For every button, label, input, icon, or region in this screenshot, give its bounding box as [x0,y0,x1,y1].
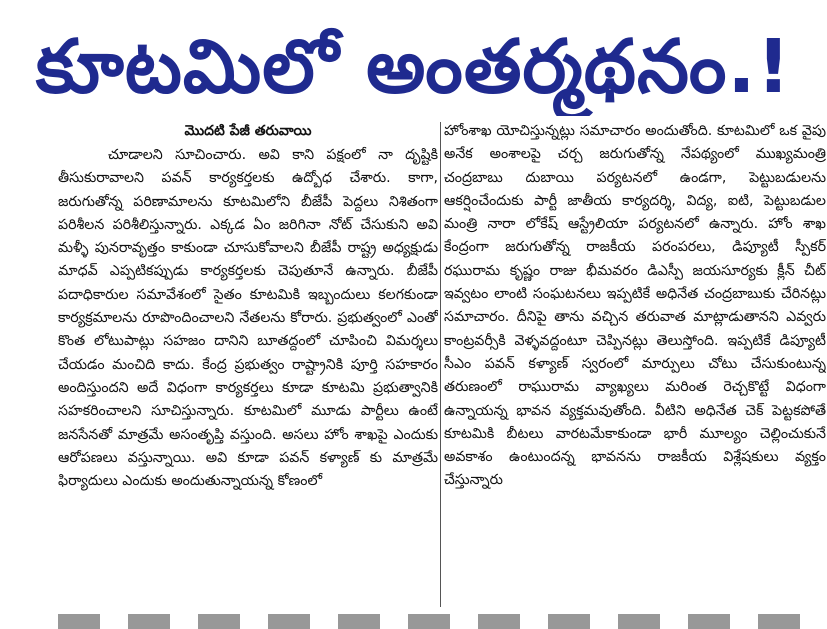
cut-off-next-line [58,614,827,629]
article-text-left: చూడాలని సూచించారు. అవి కాని పక్షంలో నా దృష్టికి తీసుకురావాలని పవన్ కార్యకర్తలకు ఉద్బోధ చేశారు. కాగా, జరుగుతోన్న పరిణామాలను కూటమిలోని బీజేపీ పెద్దలు నిశితంగా పరిశీలన పరిశీలిస్తున్నారు. ఎక్కడ ఏం జరిగినా నోట్ చేసుకుని అవి మళ్ళీ పునరావృత్తం కాకుండా చూసుకోవాలని బీజేపీ రాష్ట్ర అధ్యక్షుడు మాధవ్ ఎప్పటికప్పుడు కార్యకర్తలకు చెపుతూనే ఉన్నారు. బీజేపీ పదాధికారుల సమావేశంలో సైతం కూటమికి ఇబ్బందులు కలగకుండా కార్యక్రమాలను రూపొందించాలని నేతలను కోరారు. ప్రభుత్వంలో ఎంతో కొంత లోటుపాట్లు సహజం దానిని బూతద్దంలో చూపించి విమర్శలు చేయడం మంచిది కాదు. కేంద్ర ప్రభుత్వం రాష్ట్రానికి పూర్తి సహకారం అందిస్తుందని అదే విధంగా కార్యకర్తలు కూడా కూటమి ప్రభుత్వానికి సహకరించాలని సూచిస్తున్నారు. కూటమిలో మూడు పార్టీలు ఉంటే జనసేనతో మాత్రమే అసంతృప్తి వస్తుంది. అసలు హోం శాఖపై ఎందుకు ఆరోపణలు వస్తున్నాయి. అవి కూడా పవన్ కళ్యాణ్ కు మాత్రమే ఫిర్యాదులు ఎందుకు అందుతున్నాయన్న కోణంలో [58,147,438,490]
headline: కూటమిలో అంతర్మథనం.! [35,24,792,110]
article-column-left [58,120,438,610]
article-text-right: హోంశాఖ యోచిస్తున్నట్లు సమాచారం అందుతోంది. కూటమిలో ఒక వైపు అనేక అంశాలపై చర్చ జరుగుతోన్న నేపథ్యంలో ముఖ్యమంత్రి చంద్రబాబు దుబాయి పర్యటనలో ఉండగా, పెట్టుబడులను ఆకర్షించేందుకు పార్టీ జాతీయ కార్యదర్శి, విద్య, ఐటి, పెట్టుబడుల మంత్రి నారా లోకేష్ ఆస్ట్రేలియా పర్యటనలో ఉన్నారు. హోం శాఖ కేంద్రంగా జరుగుతోన్న రాజకీయ పరంపరలు, డిప్యూటీ స్పీకర్ రఘురామ కృష్ణం రాజు భీమవరం డిఎస్పీ జయసూర్యకు క్లీన్ చీట్ ఇవ్వటం లాంటి సంఘటనలు ఇప్పటికే అధినేత చంద్రబాబుకు చేరినట్లు సమాచారం. దీనిపై తాను వచ్చిన తరువాత మాట్లాడుతానని ఎవ్వరు కాంట్రవర్సీకి వెళ్ళవద్దంటూ చెప్పినట్లు తెలుస్తోంది. ఇప్పటికే డిప్యూటీ సీఎం పవన్ కళ్యాణ్ స్వరంలో మార్పులు చోటు చేసుకుంటున్న తరుణంలో రాఘురామ వ్యాఖ్యలు మరింత రెచ్చకొట్టే విధంగా ఉన్నాయన్న భావన వ్యక్తమవుతోంది. వీటిని అధినేత చెక్ పెట్టకపోతే కూటమికి బీటలు వారటమేకాకుండా భారీ మూల్యం చెల్లించుకునే అవకాశం ఉంటుందన్న భావనను రాజకీయ విశ్లేషకులు వ్యక్తం చేస్తున్నారు [444,123,826,489]
continued-from-front-page-label: మొదటి పేజీ తరువాయి [184,123,312,139]
column-divider [440,122,441,607]
article-column-right [444,120,826,610]
